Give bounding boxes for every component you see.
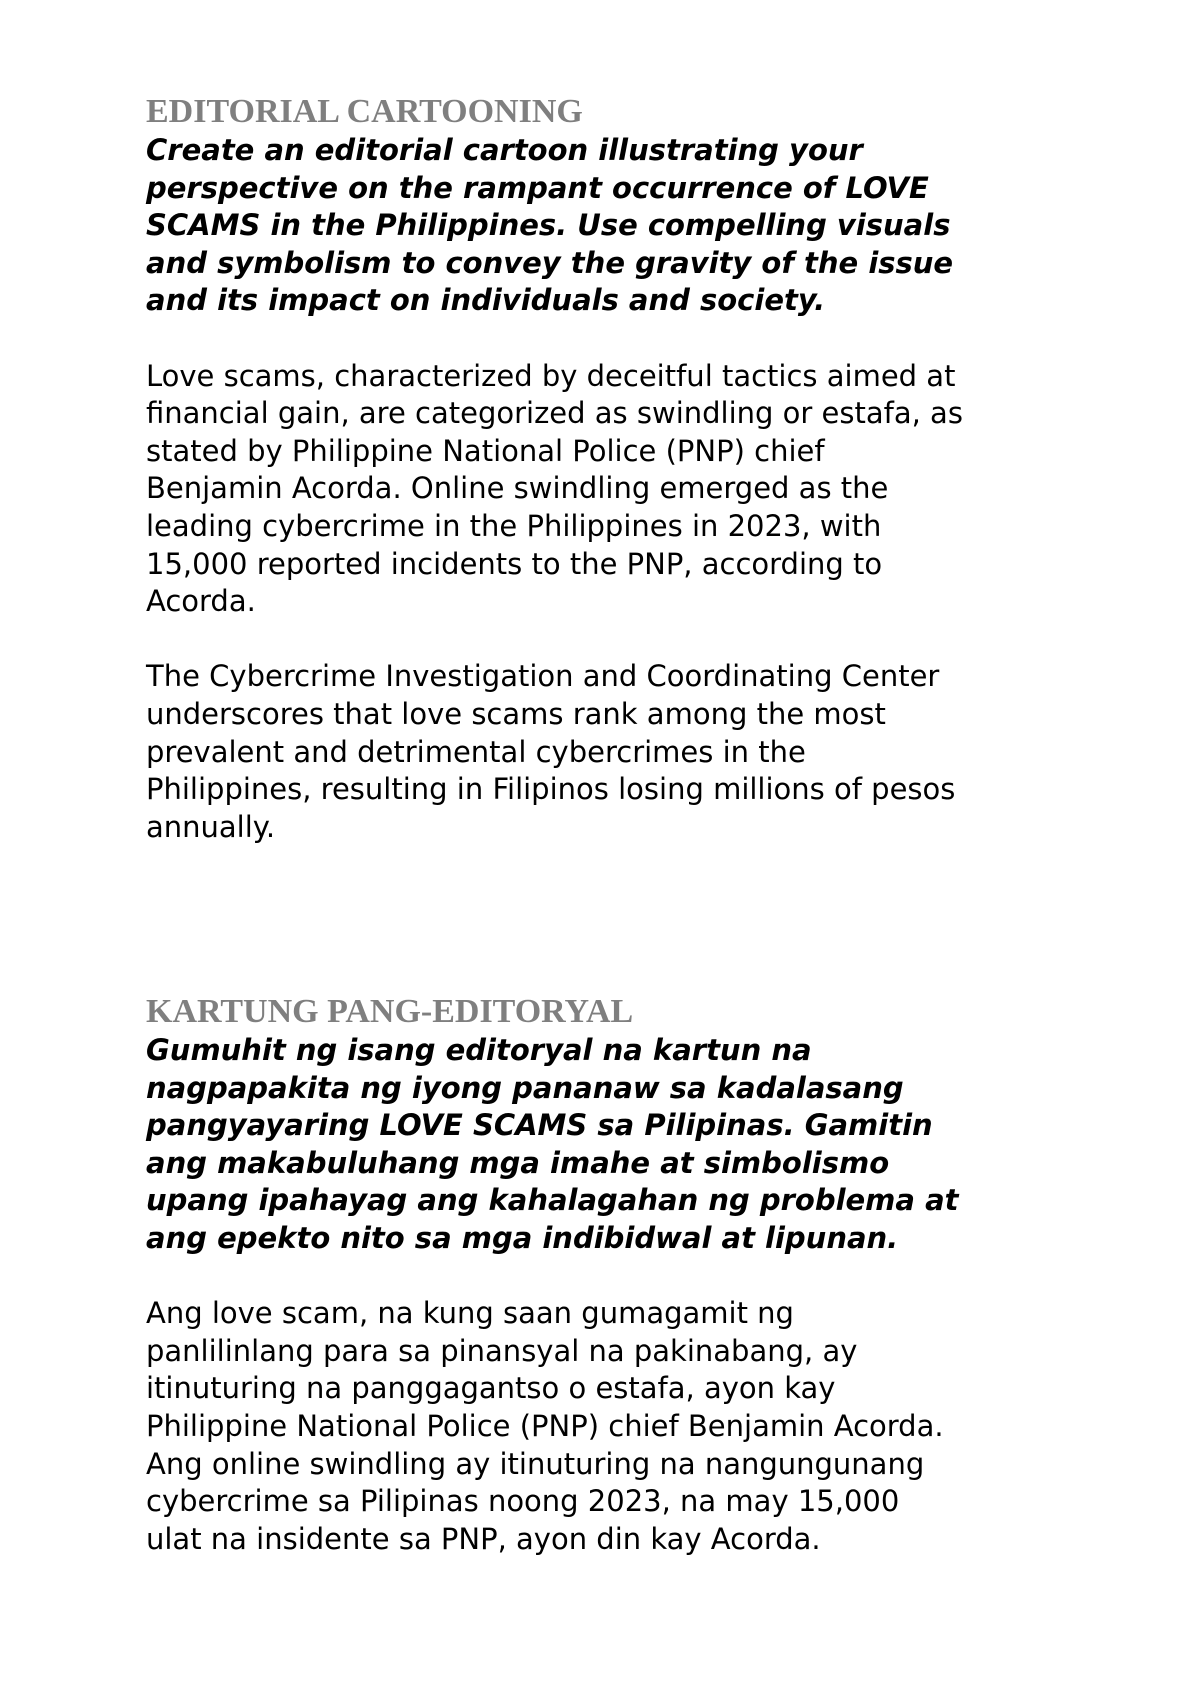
english-heading: EDITORIAL CARTOONING [146,93,583,130]
spacer [146,320,1146,358]
filipino-paragraph-1: Ang love scam, na kung saan gumagamit ng panlilinlang para sa pinansyal na pakinabang, ay itinuturing na panggagantso o estafa, ayon kay Philippine National Police (PNP) chief Benjamin Acorda. Ang online swindling ay itinuturing na nangungunang cybercrime sa Pilipinas noong 2023, na may 15,000 ulat na insidente sa PNP, ayon din kay Acorda. [146,1296,944,1556]
english-paragraph-2: The Cybercrime Investigation and Coordinating Center underscores that love scams rank among the most prevalent and detrimental cybercrimes in the Philippines, resulting in Filipinos losing millions of pesos annually. [146,659,956,844]
spacer [146,1258,1146,1296]
filipino-prompt: Gumuhit ng isang editoryal na kartun na nagpapakita ng iyong pananaw sa kadalasang pangyayaring LOVE SCAMS sa Pilipinas. Gamitin ang makabuluhang mga imahe at simbolismo upang ipahayag ang kahalagahan ng problema at ang epekto nito sa mga indibidwal at lipunan. [146,1033,959,1255]
english-paragraph-1: Love scams, characterized by deceitful tactics aimed at financial gain, are categorized as swindling or estafa, as stated by Philippine National Police (PNP) chief Benjamin Acorda. Online swindling emerged as the leading cybercrime in the Philippines in 2023, with 15,000 reported incidents to the PNP, according to Acorda. [146,358,963,619]
filipino-heading: KARTUNG PANG-EDITORYAL [146,993,634,1030]
spacer [146,621,1146,659]
english-section [146,92,1146,846]
english-prompt: Create an editorial cartoon illustrating your perspective on the rampant occurrence of LOVE SCAMS in the Philippines. Use compelling visuals and symbolism to convey the gravity of the issue and its impact on individuals and society. [146,133,954,318]
filipino-section [146,992,1146,1558]
